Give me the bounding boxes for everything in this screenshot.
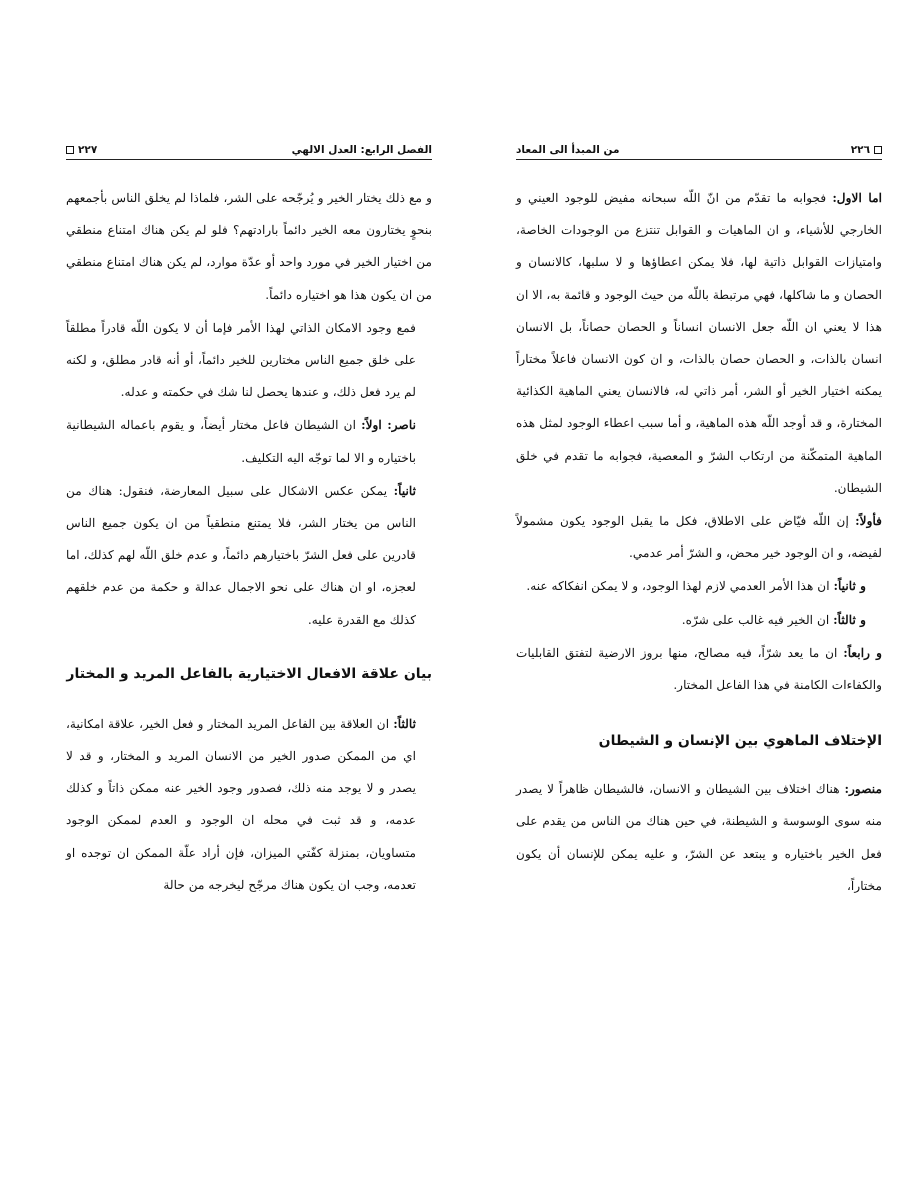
paragraph: فمع وجود الامكان الذاتي لهذا الأمر فإما أن لا يكون اللّه قادراً مطلقاً على خلق جميع الناس مختارين للخير دائماً، أو أنه قادر مطلق، و لكنه لم يرد فعل ذلك، و عندها يحصل لنا شك في حكمته و عدله. [66, 320, 416, 400]
paragraph: اما الاول: فجوابه ما تقدّم من انّ اللّه سبحانه مفيض للوجود العيني و الخارجي للأشياء، و ان الماهيات و القوابل تنتزع من الوجودات الخاصة، وامتيازات القوابل ذاتية لها، فلا يمكن اعطاؤها و لا سلبها، كالانسان و الحصان و ما شاكلها، فهي مرتبطة باللّه من حيث الوجود و قائمة به، الا ان هذا لا يعني ان اللّه جعل الانسان انساناً و الحصان حصاناً، بل الانسان انسان بالذات، و الحصان حصان بالذات، و ان كون الانسان فاعلاً مختاراً يمكنه اختيار الخير أو الشر، أمر ذاتي له، فالانسان يعني الماهية الكذائية المختارة، و قد أوجد اللّه هذه الماهية، و أما سبب اعطاء الوجود لمثل هذه الماهية المتمكّنة من ارتكاب الشرّ و المعصية، فجوابه ما تقدم في خلق الشيطان. [516, 191, 882, 495]
right-header-title: من المبدأ الى المعاد [516, 144, 620, 156]
right-page-number [851, 144, 882, 156]
left-page-number-text: ٢٢٧ [78, 144, 98, 156]
left-page [66, 138, 432, 901]
section-heading: بيان علاقة الافعال الاختيارية بالفاعل المريد و المختار [66, 665, 432, 682]
left-header-title: الفصل الرابع: العدل الالهي [291, 144, 432, 156]
paragraph: منصور: هناك اختلاف بين الشيطان و الانسان، فالشيطان ظاهراً لا يصدر منه سوى الوسوسة و الشيطنة، في حين هناك من الناس من يقدم على فعل الخير باختياره و يبتعد عن الشرّ، و عليه يمكن للإنسان أن يكون مختاراً، [516, 782, 882, 893]
paragraph: و مع ذلك يختار الخير و يُرجّحه على الشر، فلماذا لم يخلق الناس بأجمعهم بنحوٍ يختارون معه الخير دائماً بارادتهم؟ فلو لم يكن هناك امتناع منطقي من اختيار الخير في مورد واحد أو عدّة موارد، لم يكن هناك امتناع منطقي من ان يكون هذا هو اختياره دائماً. [66, 191, 432, 302]
section-heading: الإختلاف الماهوي بين الإنسان و الشيطان [598, 733, 882, 750]
left-page-body [66, 182, 432, 901]
right-page-number-text: ٢٢٦ [850, 144, 870, 156]
paragraph: و ثانياً: ان هذا الأمر العدمي لازم لهذا الوجود، و لا يمكن انفكاكه عنه. [526, 579, 866, 594]
paragraph: و ثالثاً: ان الخير فيه غالب على شرّه. [681, 612, 866, 627]
right-page [516, 138, 882, 902]
square-box-icon [874, 146, 882, 154]
paragraph: فأولاً: إن اللّه فيّاض على الاطلاق، فكل ما يقبل الوجود يكون مشمولاً لفيضه، و ان الوجود خير محض، و الشرّ أمر عدمي. [516, 514, 882, 561]
paragraph: و رابعاً: ان ما يعد شرّاً، فيه مصالح، منها بروز الارضية لتفتق القابليات والكفاءات الكامنة في هذا الفاعل المختار. [516, 645, 882, 693]
paragraph: ثانياً: يمكن عكس الاشكال على سبيل المعارضة، فنقول: هناك من الناس من يختار الشر، فلا يمتنع منطقياً من ان يكون جميع الناس قادرين على فعل الشرّ باختيارهم دائماً، و عدم خلق اللّه لهم كذلك، اما لعجزه، او ان هناك على نحو الاجمال عدالة و حكمة من عدم خلقهم كذلك مع القدرة عليه. [66, 483, 416, 627]
left-page-header [66, 138, 432, 160]
paragraph: ناصر: اولاً: ان الشيطان فاعل مختار أيضاً، و يقوم باعماله الشيطانية باختياره و الا لما توجّه اليه التكليف. [66, 418, 416, 465]
right-page-header [516, 138, 882, 160]
paragraph: ثالثاً: ان العلاقة بين الفاعل المريد المختار و فعل الخير، علاقة امكانية، اي من الممكن صدور الخير من الانسان المريد و المختار، و قد لا يصدر و لا يوجد منه ذلك، فصدور وجود الخير عنه ممكن ذاتاً و كذلك عدمه، و قد ثبت في محله ان الوجود و العدم لممكن الوجود متساويان، بمنزلة كفّتي الميزان، فإن أراد علّة الممكن ان توجده او تعدمه، وجب ان يكون هناك مرجّح ليخرجه من حالة [66, 716, 416, 892]
left-page-number [66, 144, 97, 156]
square-box-icon [66, 146, 74, 154]
right-page-body [516, 182, 882, 902]
